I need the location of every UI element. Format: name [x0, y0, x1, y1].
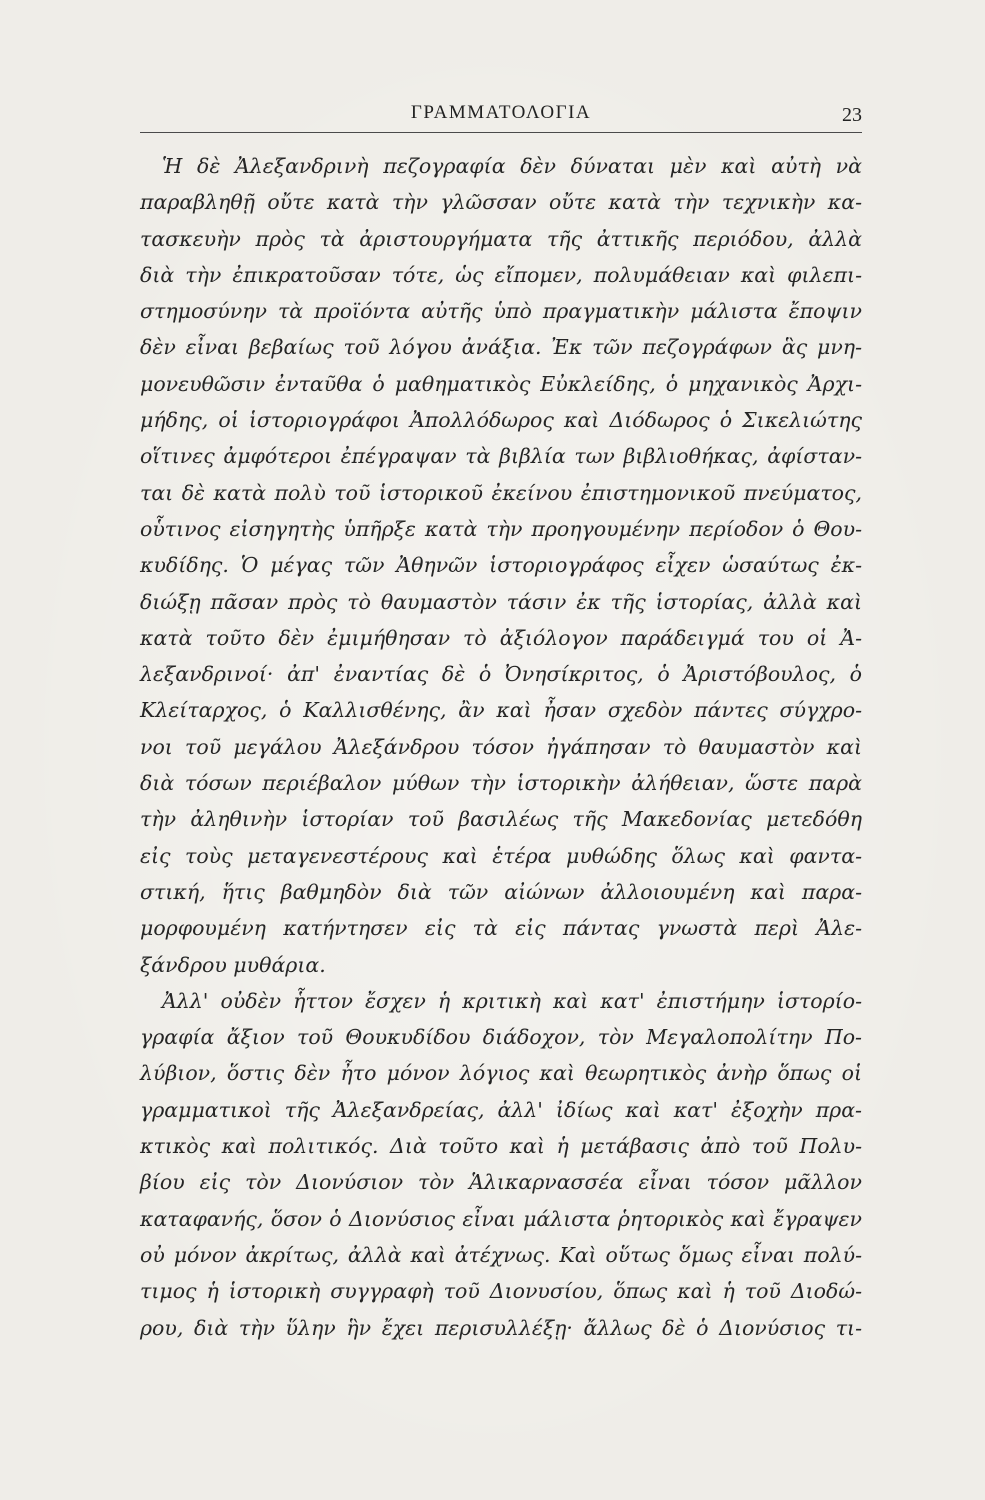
text-line: οἵτινες ἀμφότεροι ἐπέγραψαν τὰ βιβλία των βιβλιοθήκας, ἀφίσταν- [140, 444, 862, 469]
text-line: τιμος ἡ ἱστορικὴ συγγραφὴ τοῦ Διονυσίου, ὅπως καὶ ἡ τοῦ Διοδώ- [140, 1279, 862, 1304]
text-line: καταφανής, ὅσον ὁ Διονύσιος εἶναι μάλιστα ῥητορικὸς καὶ ἔγραψεν [140, 1206, 862, 1231]
page-header [140, 102, 862, 132]
text-line: Κλείταρχος, ὁ Καλλισθένης, ἂν καὶ ἦσαν σχεδὸν πάντες σύγχρο- [140, 698, 862, 723]
text-line: γραφία ἄξιον τοῦ Θουκυδίδου διάδοχον, τὸν Μεγαλοπολίτην Πο- [140, 1025, 862, 1050]
text-line: μήδης, οἱ ἱστοριογράφοι Ἀπολλόδωρος καὶ Διόδωρος ὁ Σικελιώτης [140, 408, 862, 433]
header-rule [140, 132, 862, 133]
text-line: τὴν ἀληθινὴν ἱστορίαν τοῦ βασιλέως τῆς Μακεδονίας μετεδόθη [140, 807, 862, 832]
text-line: γραμματικοὶ τῆς Ἀλεξανδρείας, ἀλλ' ἰδίως καὶ κατ' ἐξοχὴν πρα- [140, 1097, 862, 1122]
text-line: τασκευὴν πρὸς τὰ ἀριστουργήματα τῆς ἀττικῆς περιόδου, ἀλλὰ [140, 226, 862, 251]
page-number: 23 [842, 104, 862, 126]
text-line: Ἀλλ' οὐδὲν ἧττον ἔσχεν ἡ κριτικὴ καὶ κατ' ἐπιστήμην ἱστορίο- [162, 988, 862, 1013]
text-line: λύβιον, ὅστις δὲν ἦτο μόνον λόγιος καὶ θεωρητικὸς ἀνὴρ ὅπως οἱ [140, 1061, 862, 1086]
text-line: στική, ἥτις βαθμηδὸν διὰ τῶν αἰώνων ἀλλοιουμένη καὶ παρα- [140, 879, 862, 904]
body-text [140, 148, 862, 1346]
text-line: διὰ τόσων περιέβαλον μύθων τὴν ἱστορικὴν ἀλήθειαν, ὥστε παρὰ [140, 771, 862, 796]
text-line: διώξῃ πᾶσαν πρὸς τὸ θαυμαστὸν τάσιν ἐκ τῆς ἱστορίας, ἀλλὰ καὶ [140, 589, 862, 614]
text-line: νοι τοῦ μεγάλου Ἀλεξάνδρου τόσον ἠγάπησαν τὸ θαυμαστὸν καὶ [140, 734, 862, 759]
text-line: κυδίδης. Ὁ μέγας τῶν Ἀθηνῶν ἱστοριογράφος εἶχεν ὡσαύτως ἐκ- [140, 553, 862, 578]
text-line: βίου εἰς τὸν Διονύσιον τὸν Ἁλικαρνασσέα εἶναι τόσον μᾶλλον [140, 1170, 862, 1195]
text-line: κατὰ τοῦτο δὲν ἐμιμήθησαν τὸ ἀξιόλογον παράδειγμά του οἱ Ἀ- [140, 625, 862, 650]
text-line: λεξανδρινοί· ἀπ' ἐναντίας δὲ ὁ Ὀνησίκριτος, ὁ Ἀριστόβουλος, ὁ [140, 662, 862, 687]
text-line: μορφουμένη κατήντησεν εἰς τὰ εἰς πάντας γνωστὰ περὶ Ἀλε- [140, 916, 862, 941]
text-line: διὰ τὴν ἐπικρατοῦσαν τότε, ὡς εἴπομεν, πολυμάθειαν καὶ φιλεπι- [140, 262, 862, 287]
text-line: ρου, διὰ τὴν ὕλην ἣν ἔχει περισυλλέξῃ· ἄλλως δὲ ὁ Διονύσιος τι- [140, 1315, 862, 1340]
text-line: ξάνδρου μυθάρια. [140, 952, 326, 977]
text-line: μονευθῶσιν ἐνταῦθα ὁ μαθηματικὸς Εὐκλείδης, ὁ μηχανικὸς Ἀρχι- [140, 371, 862, 396]
text-line: παραβληθῇ οὔτε κατὰ τὴν γλῶσσαν οὔτε κατὰ τὴν τεχνικὴν κα- [140, 190, 862, 215]
running-title: ΓΡΑΜΜΑΤΟΛΟΓΙΑ [410, 102, 592, 123]
text-line: στημοσύνην τὰ προϊόντα αὐτῆς ὑπὸ πραγματικὴν μάλιστα ἔποψιν [140, 299, 862, 324]
text-line: Ἡ δὲ Ἀλεξανδρινὴ πεζογραφία δὲν δύναται μὲν καὶ αὐτὴ νὰ [162, 154, 862, 178]
text-line: δὲν εἶναι βεβαίως τοῦ λόγου ἀνάξια. Ἐκ τῶν πεζογράφων ἃς μνη- [140, 335, 862, 360]
text-line: οὗτινος εἰσηγητὴς ὑπῆρξε κατὰ τὴν προηγουμένην περίοδον ὁ Θου- [140, 516, 862, 541]
text-line: κτικὸς καὶ πολιτικός. Διὰ τοῦτο καὶ ἡ μετάβασις ἀπὸ τοῦ Πολυ- [140, 1134, 862, 1159]
text-line: οὐ μόνον ἀκρίτως, ἀλλὰ καὶ ἀτέχνως. Καὶ οὕτως ὅμως εἶναι πολύ- [140, 1242, 862, 1267]
text-line: εἰς τοὺς μεταγενεστέρους καὶ ἑτέρα μυθώδης ὅλως καὶ φαντα- [140, 843, 862, 868]
text-line: ται δὲ κατὰ πολὺ τοῦ ἱστορικοῦ ἐκείνου ἐπιστημονικοῦ πνεύματος, [140, 480, 862, 505]
